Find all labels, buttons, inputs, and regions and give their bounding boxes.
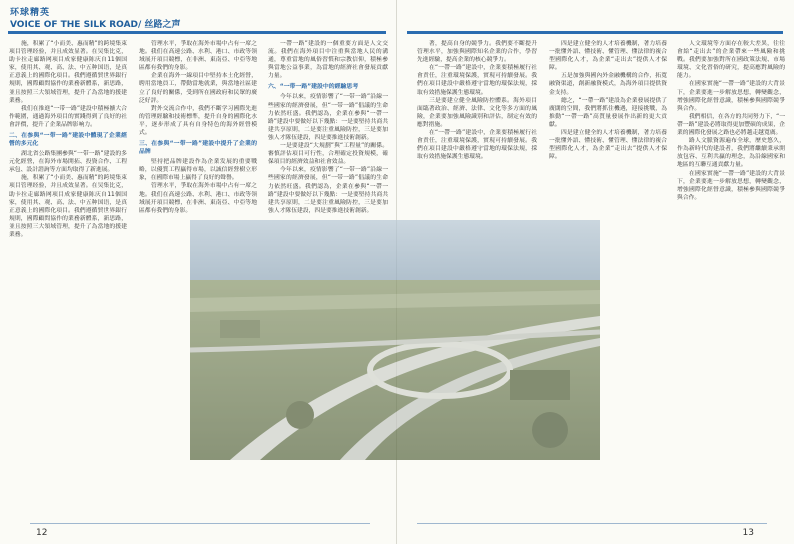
header-rule <box>8 31 386 34</box>
header-rule <box>407 31 783 34</box>
paragraph: 三是要建立健全風險防控體系。海外項目面臨著政治、經濟、法律、文化等多方面的風險，企業要加強風險識別和評估，制定有效的應對措施。 <box>417 97 537 128</box>
header-section-en: VOICE OF THE SILK ROAD/ 丝路之声 <box>10 20 181 30</box>
text-column-1 <box>9 40 127 505</box>
paragraph: 管理水平，爭取在海外市場中占有一席之地。我们在高速公路、水利、港口、市政等领域展开項目競標，在非洲、東南亞、中亞等地區都有我們的身影。 <box>139 183 257 214</box>
paragraph: 施，积累了“小而美、惠而精”的跨境集束项目管理经验，并且成效显著。在吴集比克，助卡拉走廊路网项目成家健康陈庆自11個国家，使用其、观、高、法、中五种国语，是真正意義上的國際化項目。我們遵循貿世界銀行規則，國際顧問協作的業務新體系，新思路，並且按照三大領域管理，提升了為當地的援建業務。 <box>9 175 127 238</box>
paragraph: 今年以來，疫情影響了“一带一路”沿線一些國家的經濟發展，但“一带一路”倡議的生命力依然旺盛。我們認為，企業在參與“一帶一路”建設中要做好以下幾點：一是要堅持共商共建共享原則，二是要注重風險防控，三是要加強人才隊伍建設，四是要推進技術創新。 <box>268 167 388 214</box>
paragraph: 管理水平，爭取在海外市場中占有一席之地。我们在高速公路、水利、港口、市政等领域展开項目競標，在非洲、東南亞、中亞等地區都有我們的身影。 <box>139 41 257 72</box>
paragraph: 我们在推進“一带一路”建設中積極擴大合作範圍，通過海外項目的實踐得到了良好的社會評價，提升了企業品牌影响力。 <box>9 105 127 128</box>
paragraph: 在國家實施“一帶一路”建設的大背景下，企業要進一步解放思想，轉變觀念，增強國際化經營意識，積極參與國際競爭與合作。 <box>677 81 785 112</box>
highway-interchange-photo <box>190 220 600 460</box>
footer-rule <box>30 523 370 524</box>
paragraph: 我們相信，在各方的共同努力下，“一帶一路”建設必將取得更加豐碩的成果，企業的國際化發展之路也必將越走越寬廣。 <box>677 113 785 137</box>
section-heading: 三、在参與“一带一路”建設中提升了企業的品牌 <box>139 141 257 156</box>
page-number-left: 12 <box>36 528 48 538</box>
paragraph: 企業在海外一線項目中堅持本土化經營，聘用當地員工，帶動當地就業，與當地社區建立了良好的關係，受到所在國政府和民眾的廣泛好評。 <box>139 73 257 104</box>
paragraph: 著，提高自身的競爭力。我們要不斷提升管理水平，加強與國際知名企業的合作，學習先進經驗，提高企業的核心競爭力。 <box>417 41 537 64</box>
paragraph: 一帶一路”建設的一個重要方面是人文交流。我們在海外項目中注重與當地人民的溝通，尊重當地的風俗習慣和宗教信仰，積極參與當地公益事業，為當地的經濟社會發展貢獻力量。 <box>268 41 388 80</box>
footer-rule <box>417 523 767 524</box>
page-number-right: 13 <box>742 528 754 538</box>
paragraph: 在“一帶一路”建設中，企業要積極履行社會責任，注重環境保護，實現可持續發展。我們在項目建設中嚴格遵守當地的環保法規，採取有效措施保護生態環境。 <box>417 130 537 161</box>
section-heading: 二、在参與“一带一路”建設中體現了企業經營的多元化 <box>9 133 127 148</box>
paragraph: 施，积累了“小而美、惠而精”的跨境集束项目管理经验，并且成效显著。在吴集比克，助卡拉走廊路网项目成家健康陈庆自11個国家，使用其、观、高、法、中五种国语，是真正意義上的國際化項目。我們遵循貿世界銀行規則，國際顧問協作的業務新體系，新思路，並且按照三大領域管理，提升了為當地的援建業務。 <box>9 41 127 104</box>
section-heading: 六、“一带一路”建設中的經驗思考 <box>268 84 359 91</box>
header-section-cn: 环球精英 <box>10 8 51 18</box>
paragraph: 四是建立健全的人才培養機制，著力培養一批懂外語、懂技術、懂管理、懂法律的複合型國際化人才，為企業“走出去”提供人才保障。 <box>549 130 667 161</box>
paragraph: 對外交流合作中，我們不斷学习國際先進的管理經驗和技術標準，提升自身的國際化水平，逐步形成了具有自身特色的海外經營模式。 <box>139 105 257 137</box>
paragraph: 湖北省公路集團參與“一带一路”建設的多元化經營，在海外市場開拓、投資合作、工程承包、設計諮詢等方面均取得了新進展。 <box>9 151 127 174</box>
paragraph: 總之，“一帶一路”建設為企業發展提供了廣闊的空間，我們將抓住機遇，迎接挑戰，為推動“一帶一路”高質量發展作出新的更大貢獻。 <box>549 97 667 128</box>
paragraph: 今年以來，疫情影響了“一带一路”沿線一些國家的經濟發展，但“一带一路”倡議的生命力依然旺盛。我們認為，企業在參與“一帶一路”建設中要做好以下幾點：一是要堅持共商共建共享原則，二是要注重風險防控，三是要加強人才隊伍建設，四是要推進技術創新。 <box>268 94 388 141</box>
paragraph: 路人文脈資源遍布全球，歷史悠久，作為新時代的建設者，我們將繼續秉承開放包容、互利共贏的理念，為沿線國家和地區的互聯互通貢獻力量。 <box>677 138 785 169</box>
aerial-road-illustration <box>190 220 600 460</box>
paragraph: 人文環境等方面存在較大差異，往往會給“走出去”的企業帶來一些風險和挑戰。我們要加強對所在國政策法規、市場環境、文化習俗的研究，提高應對風險的能力。 <box>677 41 785 80</box>
paragraph: 四是建立健全的人才培養機制，著力培養一批懂外語、懂技術、懂管理、懂法律的複合型國際化人才，為企業“走出去”提供人才保障。 <box>549 41 667 72</box>
paragraph: 在“一帶一路”建設中，企業要積極履行社會責任，注重環境保護，實現可持續發展。我們在項目建設中嚴格遵守當地的環保法規，採取有效措施保護生態環境。 <box>417 65 537 96</box>
paragraph: 堅持把品牌建設作為企業发展的重要戰略，以優質工程贏得市場，以誠信經營樹立形象，在國際市場上贏得了良好的聲譽。 <box>139 159 257 182</box>
paragraph: 在國家實施“一帶一路”建設的大背景下，企業要進一步解放思想，轉變觀念，增強國際化經營意識，積極參與國際競爭與合作。 <box>677 170 785 201</box>
paragraph: 一是要建設“大規劃”與“工程量”的關係。審慎評估項目可行性，合理確定投資規模，確保項目的經濟效益和社會效益。 <box>268 143 388 166</box>
paragraph: 五是加強與國內外金融機構的合作，拓寬融資渠道，創新融資模式，為海外項目提供資金支持。 <box>549 73 667 96</box>
text-column-6 <box>677 40 785 505</box>
